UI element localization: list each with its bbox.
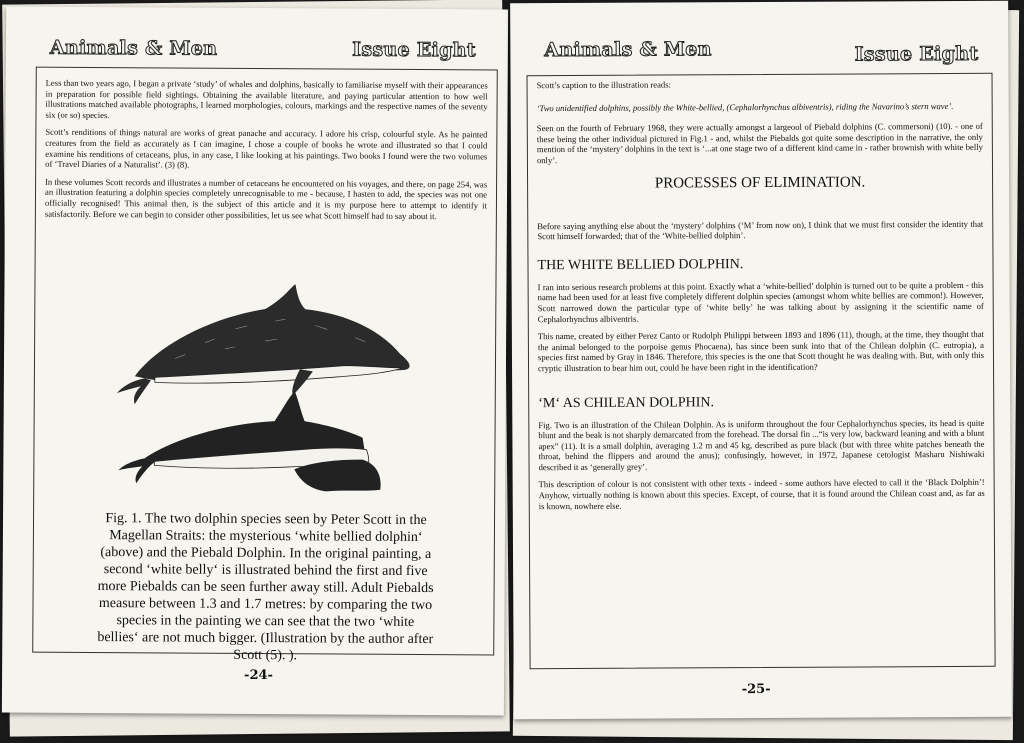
dolphin-illustration [114, 278, 415, 510]
page-number: -25- [741, 681, 771, 698]
page-25 [510, 1, 1012, 720]
page-number: -24- [244, 667, 274, 684]
figure-caption: Fig. 1. The two dolphin species seen by Peter Scott in the Magellan Straits: the mysterious ‘white bellied dolphin‘ (above) and the Piebald Dolphin. In the original painting, a second ‘white belly‘ is illustrated behind the first and five more Piebalds can be seen further away still. Adult Piebalds measure between 1.3 and 1.7 metres: by comparing the two species in the painting we can see that the two ‘white bellies‘ are not much bigger. (Illustration by the author after Scott (5). ). [97, 511, 434, 664]
article-frame [32, 67, 498, 664]
issue-label: Issue Eight [352, 38, 476, 62]
paragraph: Scott’s caption to the illustration reads: [536, 79, 671, 91]
section-heading: PROCESSES OF ELIMINATION. [654, 174, 866, 192]
paragraph: Fig. Two is an illustration of the Chilean Dolphin. As is uniform throughout the four Cephalorhynchus species, its head is quite blunt and the beak is not sharply demarcated from the forehead. The dorsal fin ...“is very low, backward leaning and with a blunt apex” (11). It is a small dolphin, averaging 1.2 m and 45 kg, described as pure black (but with three white patches beneath the throat, behind the flippers and around the anus); confusingly, however, in 1972, Japanese cetologist Masharu Nishiwaki described it as ‘generally grey’. [538, 417, 985, 473]
paragraph: In these volumes Scott records and illustrates a number of cetaceans he encountered on his voyages, and there, on page 254, was an illustration featuring a dolphin species completely unrecognisable to me - because, I hasten to add, the species was not one officially recognised! This animal then, is the subject of this article and it is my purpose here to attempt to identify it satisfactorily. Before we can begin to consider other possibilities, let us see what Scott himself had to say about it. [44, 176, 488, 221]
magazine-title: Animals & Men [544, 38, 712, 62]
paragraph: Less than two years ago, I began a private ‘study’ of whales and dolphins, basically to familiarise myself with their appearances in preparation for possible field sightings. Obtaining the available literature, and paying particular attention to how well illustrations matched available photographs, I learned morphologies, colours, markings and the respective names of the seventy six (or so) species. [45, 77, 488, 120]
paragraph: Scott’s renditions of things natural are works of great panache and accuracy. I adore his crisp, colourful style. As he painted creatures from the field as accurately as I can imagine, I chose a couple of books he wrote and illustrated so that I could examine his renditions of cetaceans, plus, in any case, I like looking at his paintings. Two books I found were the two volumes of ‘Travel Diaries of a Naturalist’. (3) (8). [45, 127, 488, 170]
article-frame [527, 73, 996, 669]
paragraph: This description of colour is not consistent with other texts - indeed - some authors have elected to call it the ‘Black Dolphin’! Anyhow, virtually nothing is known about this species. Except, of course, that it is found around the Chilean coast and, as far as is known, nowhere else. [538, 477, 985, 511]
paragraph: I ran into serious research problems at this point. Exactly what a ‘white-bellied’ dolphin is turned out to be quite a problem - this name had been used for at least five completely different dolphin species (amongst whom white bellies are common!). However, Scott narrowed down the particular type of ‘white belly’ he was talking about by assigning it the scientific name of Cephalorhynchus albiventris. [537, 279, 984, 324]
section-heading: THE WHITE BELLIED DOLPHIN. [537, 256, 744, 273]
magazine-title: Animals & Men [49, 36, 218, 60]
section-heading: ‘M‘ AS CHILEAN DOLPHIN. [538, 394, 715, 411]
intro-text [36, 68, 497, 222]
paragraph: Before saying anything else about the ‘mystery’ dolphins (‘M’ from now on), I think that we must first consider the identity that Scott himself forwarded; that of the ‘White-bellied dolphin’. [537, 218, 984, 242]
issue-label: Issue Eight [854, 42, 979, 66]
white-bellied-dolphin-drawing [117, 283, 410, 406]
article-body [528, 74, 994, 512]
page-24 [2, 6, 508, 715]
piebald-dolphin-drawing [118, 390, 381, 492]
quote: ‘Two unidentified dolphins, possibly the White-bellied, (Cephalorhynchus albiventris), riding the Navarino’s stern wave’. [536, 100, 954, 113]
paragraph: This name, created by either Perez Canto or Rudolph Philippi between 1893 and 1896 (11), though, at the time, they thought that the animal belonged to the porpoise genus Phocaena), has since been sunk into that of the Chilean dolphin (C. eutropia), a species first named by Gray in 1846. Therefore, this species is the one that Scott thought he was dealing with. But, with only this cryptic illustration to bear him out, could he have been right in the identification? [537, 328, 985, 374]
paragraph: Seen on the fourth of February 1968, they were actually amongst a largeool of Piebald dolphins (C. commersoni) (10). - one of these being the other individual pictured in Fig.1 - and, whilst the Piebalds got quite some description in the narrative, the only mention of the ‘mystery’ dolphins in the text is ‘...at one stage two of a different kind came in - rather brownish with white belly only’. [536, 121, 983, 166]
